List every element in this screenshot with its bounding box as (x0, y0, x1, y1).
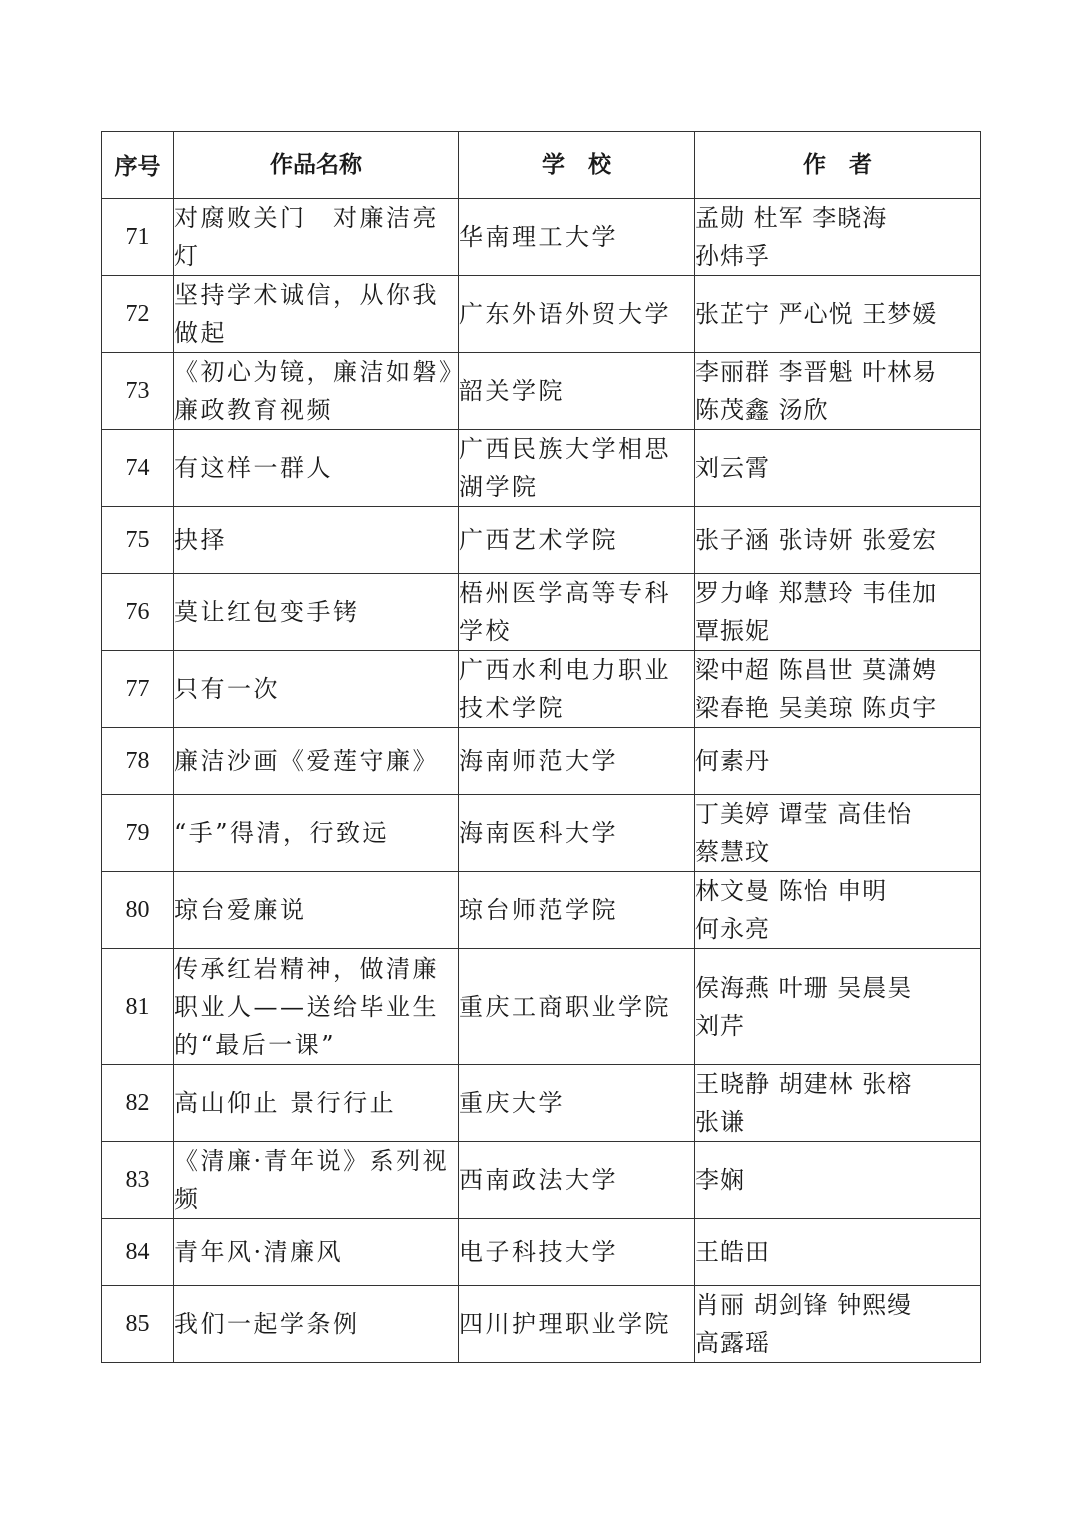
cell-title: 传承红岩精神，做清廉职业人——送给毕业生的“最后一课” (174, 949, 459, 1065)
cell-no: 81 (102, 949, 174, 1065)
cell-no: 84 (102, 1219, 174, 1286)
author-line: 梁中超 陈昌世 莫潇娉 (695, 656, 938, 684)
table-body (102, 199, 981, 1363)
cell-no: 82 (102, 1065, 174, 1142)
author-line: 孙炜孚 (695, 242, 770, 270)
cell-school: 海南师范大学 (459, 728, 695, 795)
cell-authors (695, 276, 981, 353)
author-line: 王皓田 (695, 1238, 770, 1266)
author-line: 侯海燕 叶珊 吴晨昊 (695, 973, 913, 1002)
cell-title: 《初心为镜，廉洁如磐》廉政教育视频 (174, 353, 459, 430)
cell-authors (695, 651, 981, 728)
cell-title: 我们一起学条例 (174, 1286, 459, 1363)
cell-school: 电子科技大学 (459, 1219, 695, 1286)
author-line: 覃振妮 (695, 617, 770, 645)
table-row (102, 949, 981, 1065)
author-line: 何素丹 (695, 747, 770, 775)
cell-school: 西南政法大学 (459, 1142, 695, 1219)
table-row (102, 507, 981, 574)
author-line: 张芷宁 严心悦 王梦媛 (695, 300, 938, 328)
author-line: 陈茂鑫 汤欣 (695, 396, 829, 424)
cell-title: 青年风·清廉风 (174, 1219, 459, 1286)
cell-authors (695, 1286, 981, 1363)
header-no: 序号 (102, 132, 174, 199)
table-row (102, 795, 981, 872)
cell-no: 75 (102, 507, 174, 574)
table-row (102, 872, 981, 949)
cell-title: 对腐败关门 对廉洁亮灯 (174, 199, 459, 276)
author-line: 刘云霄 (695, 454, 770, 482)
author-line: 王晓静 胡建林 张榕 (695, 1070, 913, 1098)
cell-title: 《清廉·青年说》系列视频 (174, 1142, 459, 1219)
table-row (102, 430, 981, 507)
cell-title: 坚持学术诚信，从你我做起 (174, 276, 459, 353)
table-row (102, 574, 981, 651)
header-title: 作品名称 (174, 132, 459, 199)
cell-no: 74 (102, 430, 174, 507)
cell-title: 有这样一群人 (174, 430, 459, 507)
author-line: 林文曼 陈怡 申明 (695, 877, 888, 905)
cell-school: 梧州医学高等专科学校 (459, 574, 695, 651)
cell-authors (695, 1142, 981, 1219)
cell-title: “手”得清，行致远 (174, 795, 459, 872)
author-line: 张子涵 张诗妍 张爱宏 (695, 526, 938, 554)
cell-school: 重庆大学 (459, 1065, 695, 1142)
table-row (102, 1142, 981, 1219)
table-row (102, 1286, 981, 1363)
cell-authors (695, 199, 981, 276)
author-line: 刘芹 (695, 1011, 745, 1040)
cell-no: 79 (102, 795, 174, 872)
cell-school: 重庆工商职业学院 (459, 949, 695, 1065)
cell-authors (695, 728, 981, 795)
author-line: 梁春艳 吴美琼 陈贞宇 (695, 694, 938, 722)
cell-no: 72 (102, 276, 174, 353)
table-row (102, 1219, 981, 1286)
header-authors: 作 者 (695, 132, 981, 199)
cell-title: 只有一次 (174, 651, 459, 728)
cell-title: 琼台爱廉说 (174, 872, 459, 949)
cell-school: 四川护理职业学院 (459, 1286, 695, 1363)
header-school: 学 校 (459, 132, 695, 199)
cell-authors (695, 1065, 981, 1142)
author-line: 李丽群 李晋魁 叶林易 (695, 358, 938, 386)
cell-authors (695, 795, 981, 872)
cell-title: 抉择 (174, 507, 459, 574)
cell-no: 80 (102, 872, 174, 949)
author-line: 孟勋 杜军 李晓海 (695, 204, 888, 232)
table-row (102, 1065, 981, 1142)
author-line: 罗力峰 郑慧玲 韦佳加 (695, 579, 938, 607)
cell-no: 85 (102, 1286, 174, 1363)
cell-school: 韶关学院 (459, 353, 695, 430)
cell-title: 高山仰止 景行行止 (174, 1065, 459, 1142)
cell-authors (695, 872, 981, 949)
table-row (102, 651, 981, 728)
cell-no: 76 (102, 574, 174, 651)
author-line: 肖丽 胡剑锋 钟熙缦 (695, 1291, 913, 1319)
cell-authors (695, 430, 981, 507)
cell-no: 73 (102, 353, 174, 430)
cell-school: 广西艺术学院 (459, 507, 695, 574)
author-line: 张谦 (695, 1108, 745, 1136)
table-row (102, 199, 981, 276)
cell-school: 海南医科大学 (459, 795, 695, 872)
author-line: 何永亮 (695, 915, 770, 943)
cell-authors (695, 1219, 981, 1286)
author-line: 高露瑶 (695, 1329, 770, 1357)
cell-school: 广西民族大学相思湖学院 (459, 430, 695, 507)
cell-school: 广东外语外贸大学 (459, 276, 695, 353)
cell-school: 华南理工大学 (459, 199, 695, 276)
cell-school: 广西水利电力职业技术学院 (459, 651, 695, 728)
cell-title: 莫让红包变手铐 (174, 574, 459, 651)
cell-authors (695, 574, 981, 651)
author-line: 丁美婷 谭莹 高佳怡 (695, 800, 913, 828)
cell-title: 廉洁沙画《爱莲守廉》 (174, 728, 459, 795)
cell-authors (695, 353, 981, 430)
cell-no: 71 (102, 199, 174, 276)
table-row (102, 728, 981, 795)
cell-school: 琼台师范学院 (459, 872, 695, 949)
cell-authors (695, 949, 981, 1065)
author-line: 蔡慧玟 (695, 838, 770, 866)
cell-authors (695, 507, 981, 574)
table-header-row (102, 132, 981, 199)
table-row (102, 276, 981, 353)
awards-table (101, 131, 981, 1363)
table-row (102, 353, 981, 430)
cell-no: 77 (102, 651, 174, 728)
author-line: 李娴 (695, 1166, 745, 1194)
cell-no: 78 (102, 728, 174, 795)
cell-no: 83 (102, 1142, 174, 1219)
